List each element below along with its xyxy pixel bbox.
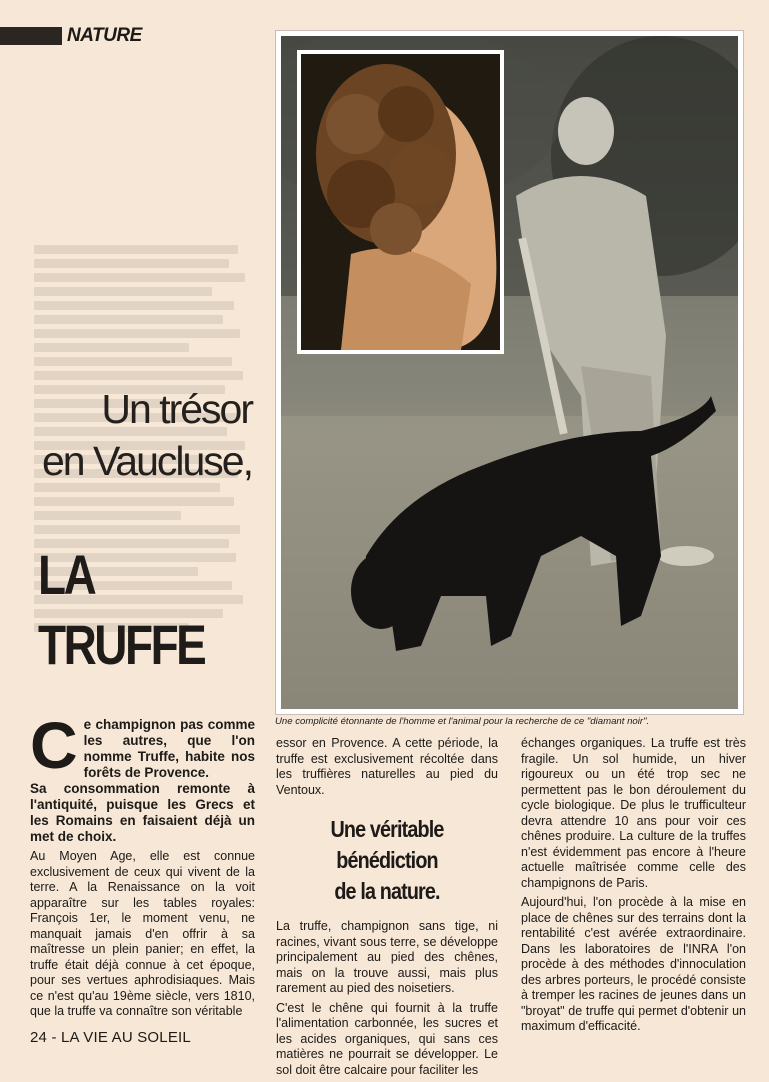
headline-line-2: en Vaucluse,: [41, 438, 252, 484]
headline-line-1: Un trésor: [101, 386, 252, 432]
lead-paragraph-1: e champignon pas comme les autres, que l'on nomme Truffe, habite nos forêts de Provence.: [83, 717, 255, 780]
section-bar: [0, 27, 62, 45]
body-paragraph: C'est le chêne qui fournit à la truffe l'alimentation carbonnée, les sucres et les acides organiques, qui sans ces matières ne pourrait se développer. Le sol doit être calcaire pour faciliter les: [276, 1000, 498, 1077]
subheading-line-1: Une véritable bénédiction: [330, 816, 444, 873]
page-folio: 24 - LA VIE AU SOLEIL: [30, 1029, 191, 1046]
subheading: [292, 814, 483, 907]
headline-main: LA TRUFFE: [38, 543, 205, 676]
photo-caption: Une complicité étonnante de l'homme et l'animal pour la recherche de ce "diamant noir".: [275, 716, 650, 727]
lead-paragraph-2: Sa consommation remonte à l'antiquité, puisque les Grecs et les Romains en faisaient déjà un met de choix.: [30, 781, 255, 844]
truffle-photo-inset: [297, 50, 504, 354]
subheading-line-2: de la nature.: [334, 878, 440, 904]
article-column-2: [276, 736, 498, 1082]
body-paragraph: échanges organiques. La truffe est très fragile. Un sol humide, un hiver rigoureux ou un été trop sec ne permettent pas le bon déroulement du cycle biologique. De plus le trufficulteur devra attendre 10 ans pour voir ces chênes produire. La culture de la truffes n'est évidemment pas encore à l'heure actuelle maîtrisée comme celle des champignons de Paris.: [521, 736, 746, 890]
truffle-in-hand-illustration: [301, 54, 500, 350]
body-paragraph: La truffe, champignon sans tige, ni racines, vivant sous terre, se développe principalement au pied des chênes, mais on la trouve aussi, mais plus rarement au pied des noisetiers.: [276, 919, 498, 995]
section-label: NATURE: [67, 25, 142, 46]
drop-cap: C: [30, 708, 78, 782]
body-paragraph: Au Moyen Age, elle est connue exclusivement de ceux qui vivent de la terre. A la Renaissance on la voit apparaître sur les tables royales: François 1er, le moment venu, ne manquait jamais d'en offrir à sa maîtresse un plein panier; en effet, la truffe était déjà connue à cet époque, pour ses vertues aphrodisiaques. Mais ce n'est qu'au 19ème siècle, vers 1810, que la truffe va connaître son véritable: [30, 849, 255, 1018]
article-column-3: [521, 736, 746, 1039]
body-paragraph: essor en Provence. A cette période, la truffe est exclusivement récoltée dans les truffières naturelles au pied du Ventoux.: [276, 736, 498, 797]
article-column-1: [30, 708, 255, 1024]
body-paragraph: Aujourd'hui, l'on procède à la mise en place de chênes sur des terrains dont la rentabilité c'est avérée extraordinaire. Dans les laboratoires de l'INRA l'on procède à des méthodes d'innoculation des arbres porteurs, le procédé consiste à tremper les racines de jeunes dans un "broyat" de truffe qui permet d'obtenir un maximum d'efficacité.: [521, 895, 746, 1033]
